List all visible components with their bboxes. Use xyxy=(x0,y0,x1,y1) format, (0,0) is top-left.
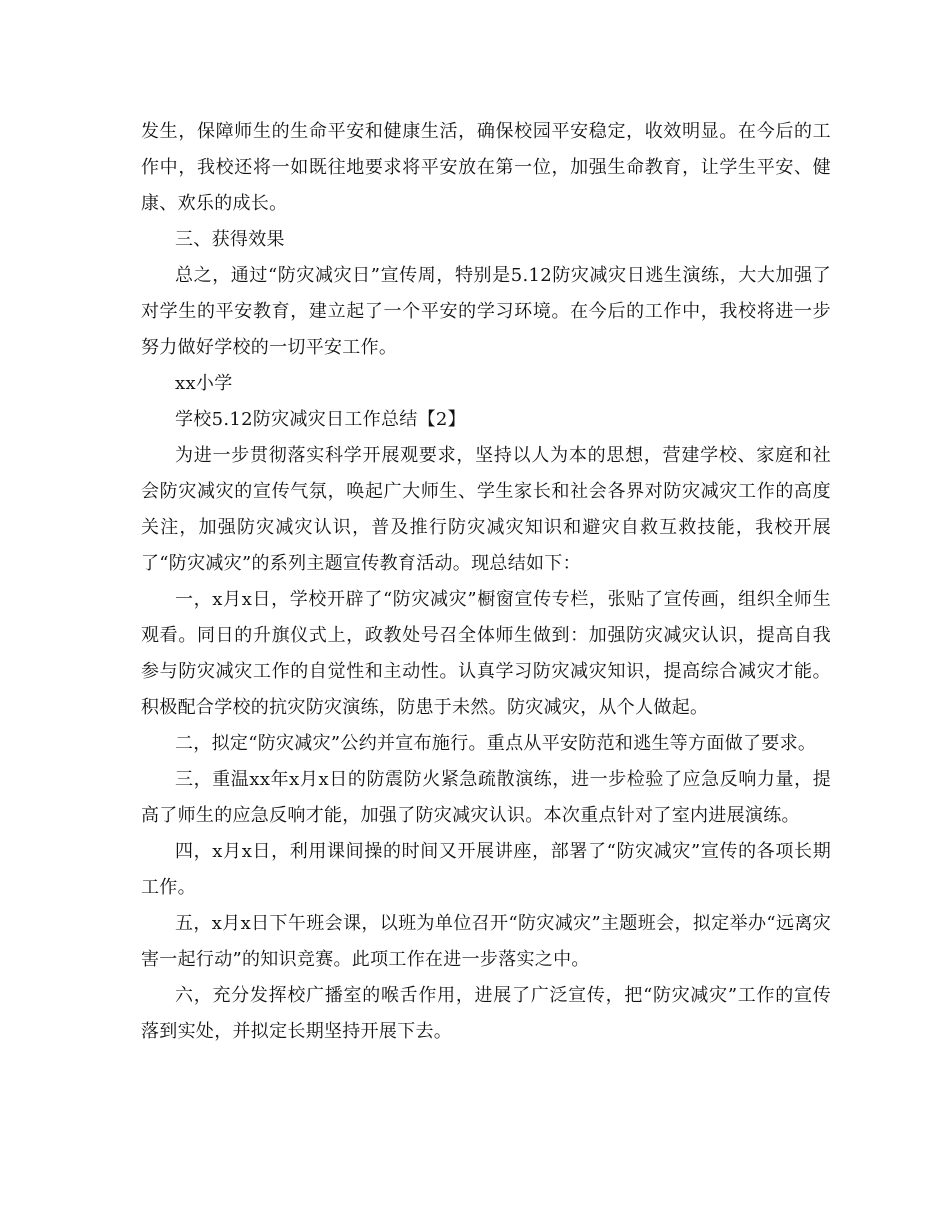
paragraph-item-1: 一，x月x日，学校开辟了“防灾减灾”橱窗宣传专栏，张贴了宣传画，组织全师生观看。同日的升旗仪式上，政教处号召全体师生做到：加强防灾减灾认识，提高自我参与防灾减灾工作的自觉性和主动性。认真学习防灾减灾知识，提高综合减灾才能。积极配合学校的抗灾防灾演练，防患于未然。防灾减灾，从个人做起。 xyxy=(141,589,831,718)
paragraph-summary: 总之，通过“防灾减灾日”宣传周，特别是5.12防灾减灾日逃生演练，大大加强了对学生的平安教育，建立起了一个平安的学习环境。在今后的工作中，我校将进一步努力做好学校的一切平安工作。 xyxy=(141,265,831,358)
signature-school: xx小学 xyxy=(175,373,233,394)
article-title: 学校5.12防灾减灾日工作总结【2】 xyxy=(175,409,466,430)
paragraph-item-6: 六，充分发挥校广播室的喉舌作用，进展了广泛宣传，把“防灾减灾”工作的宣传落到实处，并拟定长期坚持开展下去。 xyxy=(141,985,831,1042)
paragraph-item-2: 二，拟定“防灾减灾”公约并宣布施行。重点从平安防范和逃生等方面做了要求。 xyxy=(175,733,817,754)
paragraph-item-3: 三，重温xx年x月x日的防震防火紧急疏散演练，进一步检验了应急反响力量，提高了师生的应急反响才能，加强了防灾减灾认识。本次重点针对了室内进展演练。 xyxy=(141,769,831,826)
paragraph-continuation: 发生，保障师生的生命平安和健康生活，确保校园平安稳定，收效明显。在今后的工作中，我校还将一如既往地要求将平安放在第一位，加强生命教育，让学生平安、健康、欢乐的成长。 xyxy=(141,121,831,214)
paragraph-item-5: 五，x月x日下午班会课，以班为单位召开“防灾减灾”主题班会，拟定举办“远离灾害一起行动”的知识竞赛。此项工作在进一步落实之中。 xyxy=(141,913,831,970)
document-body xyxy=(141,114,831,1050)
paragraph-intro: 为进一步贯彻落实科学开展观要求，坚持以人为本的思想，营建学校、家庭和社会防灾减灾的宣传气氛，唤起广大师生、学生家长和社会各界对防灾减灾工作的高度关注，加强防灾减灾认识，普及推行防灾减灾知识和避灾自救互救技能，我校开展了“防灾减灾”的系列主题宣传教育活动。现总结如下： xyxy=(141,445,831,574)
section-heading-results: 三、获得效果 xyxy=(175,229,285,250)
paragraph-item-4: 四，x月x日，利用课间操的时间又开展讲座，部署了“防灾减灾”宣传的各项长期工作。 xyxy=(141,841,831,898)
